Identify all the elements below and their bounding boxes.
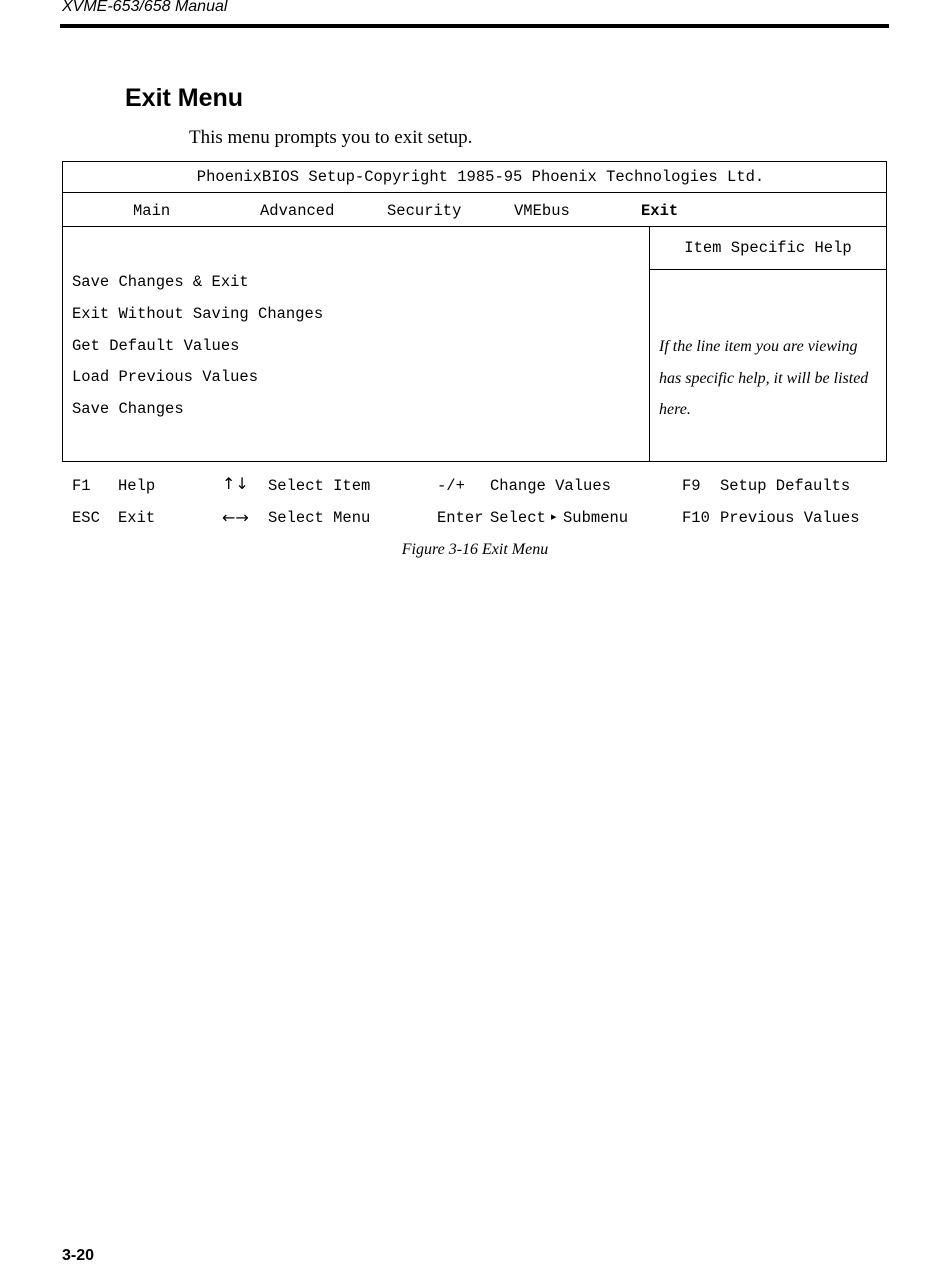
tab-advanced[interactable]: Advanced <box>260 202 335 220</box>
key-f10-label: Previous Values <box>720 509 860 527</box>
help-text <box>659 331 879 426</box>
running-header: XVME-653/658 Manual <box>62 0 228 15</box>
help-pane <box>649 227 886 461</box>
key-leftright-label: Select Menu <box>268 509 371 527</box>
key-f1: F1 <box>72 477 91 495</box>
key-esc-label: Exit <box>118 509 156 527</box>
submenu-triangle-icon: ▸ <box>551 510 557 523</box>
key-f1-label: Help <box>118 477 156 495</box>
key-minus-plus: -/+ <box>437 477 465 495</box>
intro-text: This menu prompts you to exit setup. <box>189 127 473 148</box>
tab-main[interactable]: Main <box>133 202 171 220</box>
bios-menubar <box>62 193 887 227</box>
key-enter: Enter <box>437 509 484 527</box>
key-enter-label-submenu: Submenu <box>563 509 629 527</box>
key-minus-plus-label: Change Values <box>490 477 611 495</box>
header-rule <box>60 24 889 28</box>
bios-screen <box>62 161 887 462</box>
menu-item-save-changes[interactable]: Save Changes <box>72 400 184 418</box>
menu-item-load-previous-values[interactable]: Load Previous Values <box>72 368 259 386</box>
section-title: Exit Menu <box>125 84 244 112</box>
help-heading: Item Specific Help <box>650 227 886 270</box>
bios-content <box>62 227 887 462</box>
help-line: If the line item you are viewing <box>659 338 858 355</box>
key-esc: ESC <box>72 509 100 527</box>
key-updown-label: Select Item <box>268 477 371 495</box>
tab-exit[interactable]: Exit <box>641 202 679 220</box>
figure-caption: Figure 3-16 Exit Menu <box>401 541 549 558</box>
menu-item-get-default-values[interactable]: Get Default Values <box>72 337 240 355</box>
key-f10: F10 <box>682 509 710 527</box>
tab-vmebus[interactable]: VMEbus <box>514 202 570 220</box>
up-down-arrows-icon: ↑↓ <box>222 474 249 493</box>
key-enter-label-select: Select <box>490 509 546 527</box>
bios-title: PhoenixBIOS Setup-Copyright 1985-95 Phoenix Technologies Ltd. <box>62 161 887 193</box>
menu-item-exit-without-saving[interactable]: Exit Without Saving Changes <box>72 305 324 323</box>
help-line: here. <box>659 401 691 418</box>
page-number: 3-20 <box>62 1247 95 1264</box>
key-legend <box>62 476 887 536</box>
tab-security[interactable]: Security <box>387 202 462 220</box>
menu-item-save-changes-exit[interactable]: Save Changes & Exit <box>72 273 249 291</box>
key-f9-label: Setup Defaults <box>720 477 851 495</box>
left-right-arrows-icon: ←→ <box>222 508 249 527</box>
key-f9: F9 <box>682 477 701 495</box>
help-line: has specific help, it will be listed <box>659 369 869 387</box>
